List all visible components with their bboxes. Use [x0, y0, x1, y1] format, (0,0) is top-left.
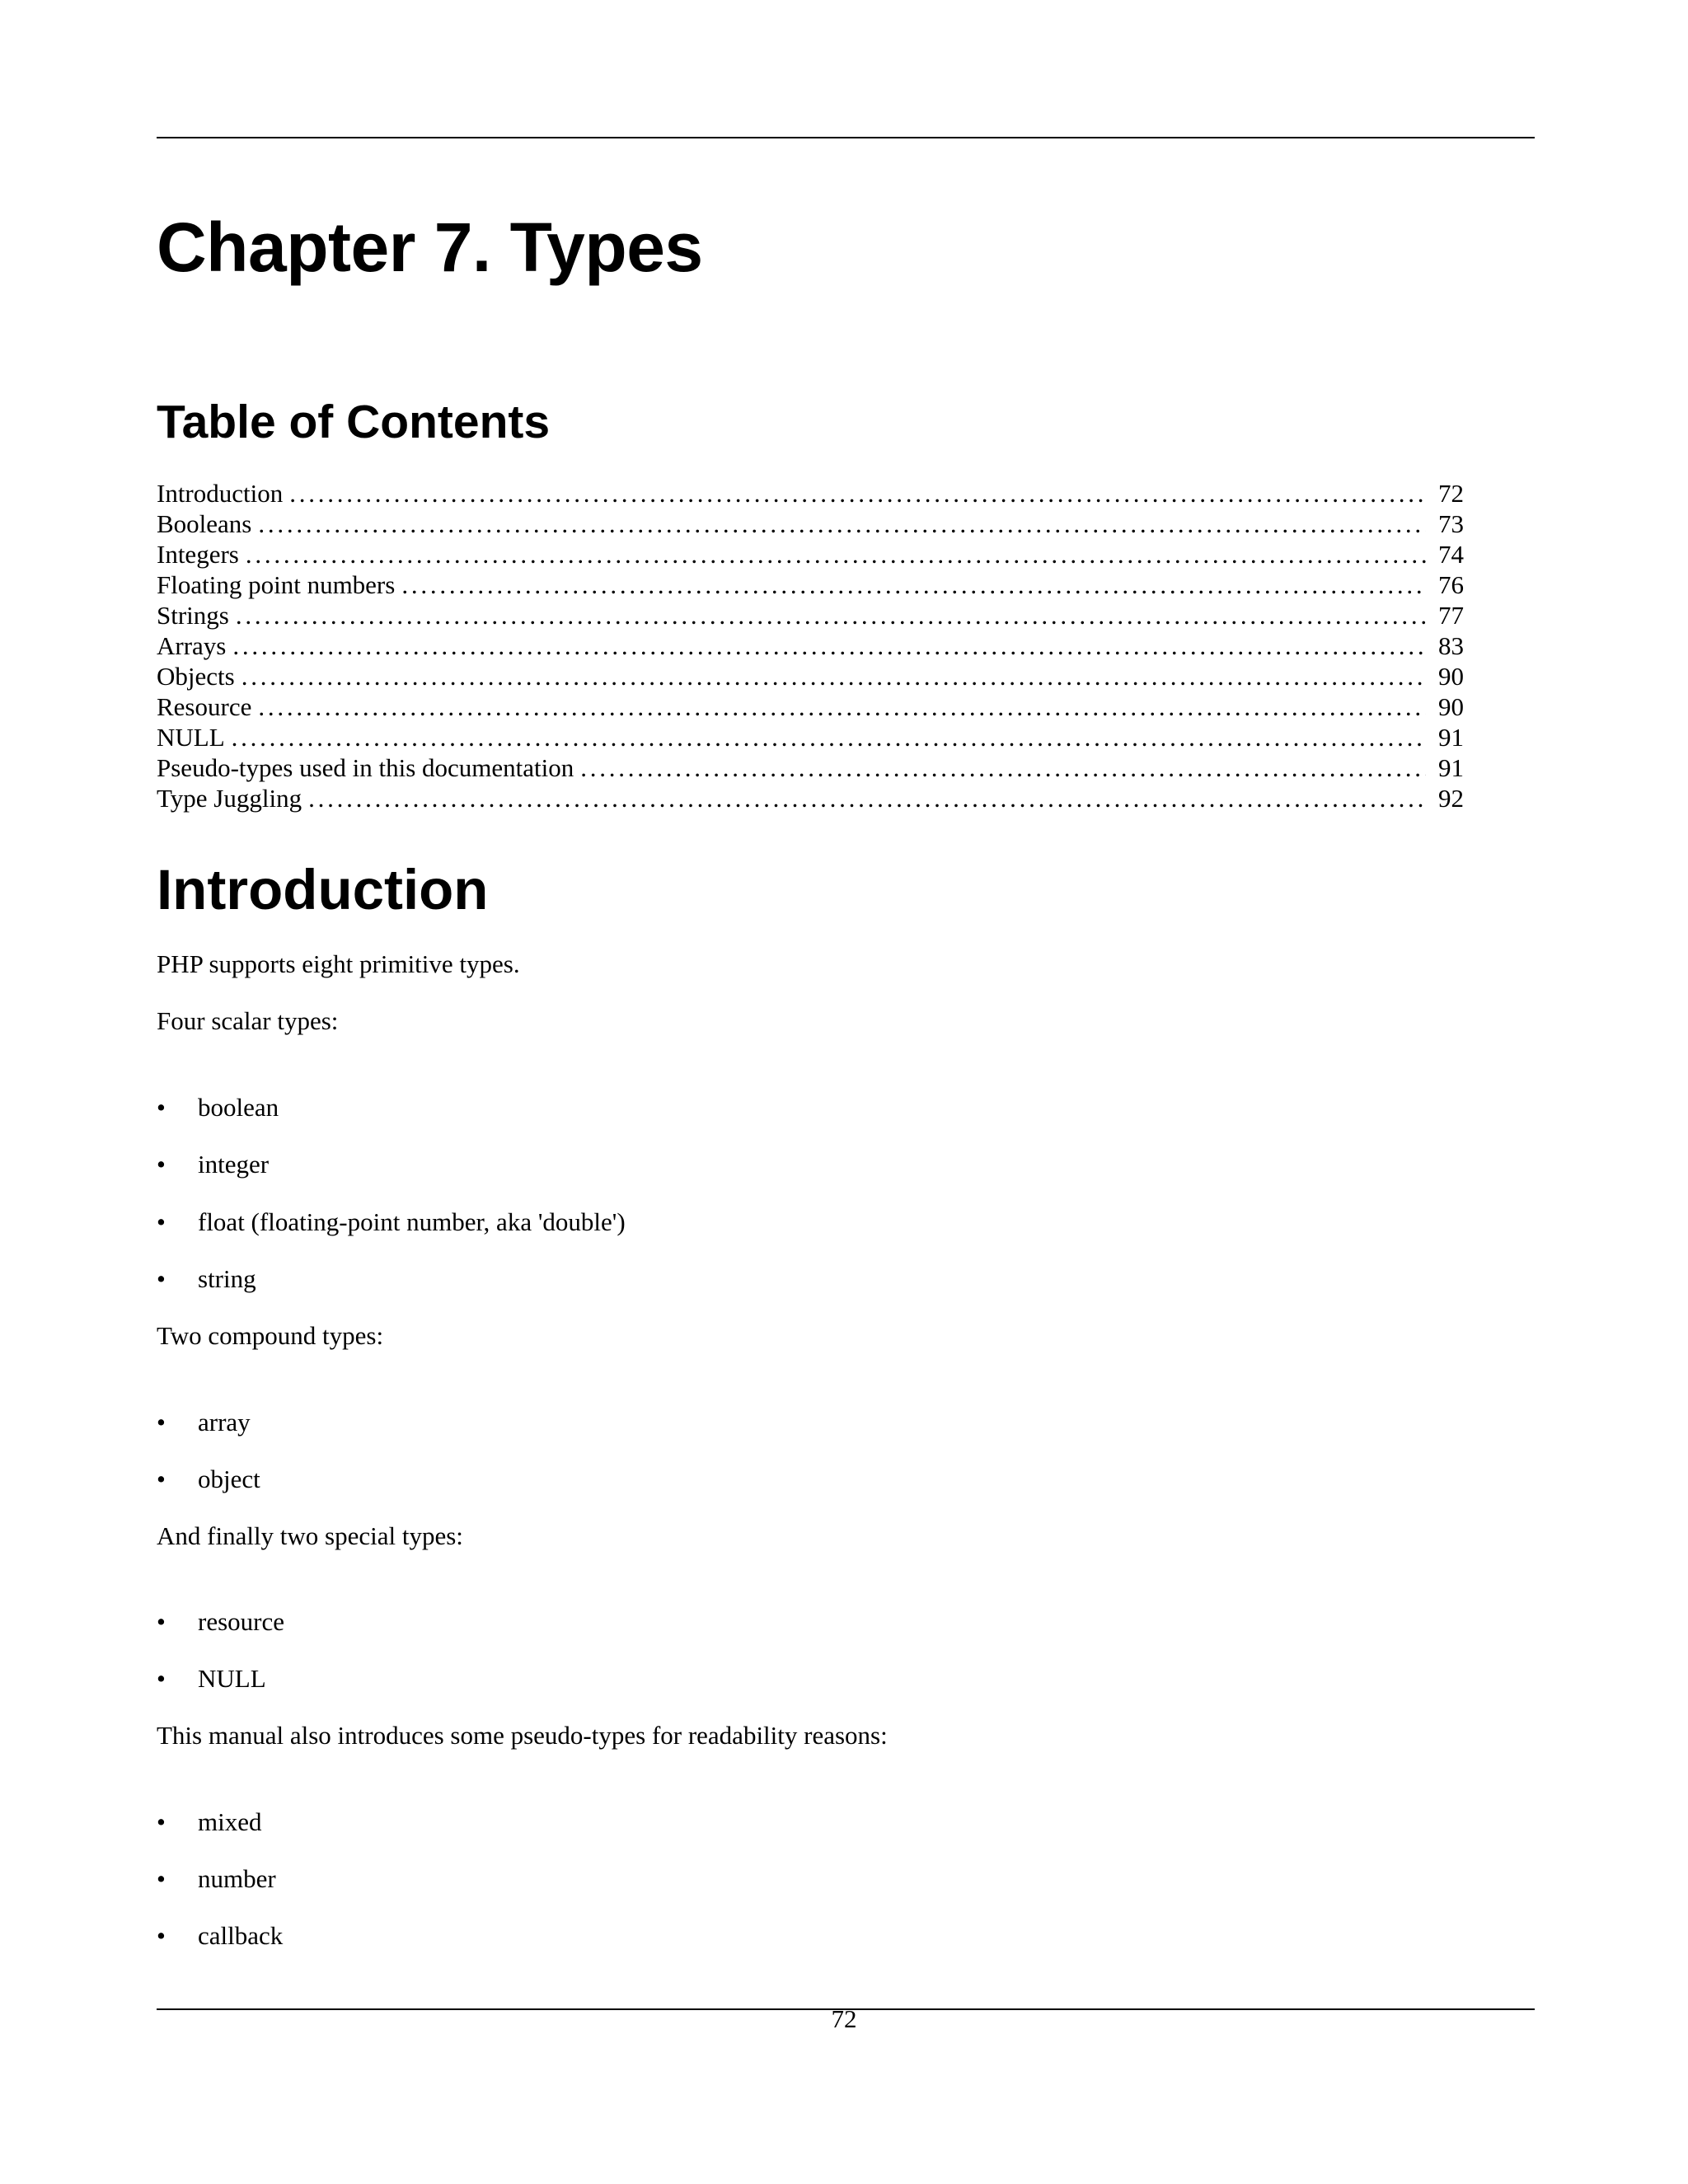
toc-leader [241, 661, 1426, 691]
toc-leader [401, 569, 1426, 600]
list-item [157, 1664, 266, 1694]
list-item-text: float (floating-point number, aka 'double') [198, 1207, 626, 1236]
list-item [157, 1864, 276, 1894]
list-item-text: mixed [198, 1807, 262, 1836]
toc-entry-booleans[interactable] [157, 509, 1464, 539]
toc-entry-title[interactable]: NULL [157, 723, 225, 752]
bullet-marker: • [157, 1664, 166, 1693]
toc-entry-title[interactable]: Floating point numbers [157, 570, 396, 599]
bullet-marker: • [157, 1607, 166, 1636]
toc-entry-title[interactable]: Objects [157, 662, 235, 691]
toc-entry-page[interactable]: 72 [1438, 479, 1464, 508]
pseudo-types-intro: This manual also introduces some pseudo-types for readability reasons: [157, 1721, 888, 1750]
toc-entry-page[interactable]: 90 [1438, 692, 1464, 721]
bullet-marker: • [157, 1408, 166, 1436]
list-item [157, 1465, 260, 1494]
table-of-contents [157, 478, 1464, 813]
toc-entry-floating-point[interactable] [157, 569, 1464, 600]
toc-leader [580, 752, 1426, 783]
toc-heading: Table of Contents [157, 396, 551, 448]
bullet-marker: • [157, 1921, 166, 1950]
list-item [157, 1921, 283, 1951]
list-item-text: array [198, 1408, 251, 1436]
toc-leader [232, 722, 1426, 752]
list-item-text: NULL [198, 1664, 266, 1693]
toc-entry-page[interactable]: 73 [1438, 509, 1464, 538]
toc-entry-page[interactable]: 83 [1438, 631, 1464, 660]
toc-entry-resource[interactable] [157, 691, 1464, 722]
bullet-marker: • [157, 1465, 166, 1493]
toc-entry-introduction[interactable] [157, 478, 1464, 509]
special-types-intro: And finally two special types: [157, 1521, 463, 1550]
list-item [157, 1207, 626, 1237]
bullet-marker: • [157, 1807, 166, 1836]
toc-leader [236, 600, 1426, 630]
bullet-marker: • [157, 1864, 166, 1893]
toc-leader [308, 783, 1426, 813]
toc-entry-title[interactable]: Integers [157, 540, 239, 569]
scalar-types-intro: Four scalar types: [157, 1006, 339, 1035]
toc-entry-objects[interactable] [157, 661, 1464, 691]
list-item-text: integer [198, 1150, 270, 1179]
toc-entry-type-juggling[interactable] [157, 783, 1464, 813]
list-item [157, 1408, 251, 1437]
toc-entry-page[interactable]: 91 [1438, 723, 1464, 752]
list-item [157, 1807, 262, 1837]
list-item-text: resource [198, 1607, 284, 1636]
list-item-text: number [198, 1864, 276, 1893]
toc-entry-title[interactable]: Type Juggling [157, 784, 302, 813]
list-item [157, 1264, 256, 1294]
header-rule [157, 137, 1535, 138]
chapter-title: Chapter 7. Types [157, 209, 703, 286]
toc-entry-title[interactable]: Pseudo-types used in this documentation [157, 753, 574, 782]
toc-entry-page[interactable]: 74 [1438, 540, 1464, 569]
toc-entry-page[interactable]: 77 [1438, 601, 1464, 630]
toc-leader [258, 691, 1426, 722]
bullet-marker: • [157, 1207, 166, 1236]
toc-entry-pseudo-types[interactable] [157, 752, 1464, 783]
compound-types-intro: Two compound types: [157, 1321, 384, 1350]
intro-paragraph: PHP supports eight primitive types. [157, 949, 520, 978]
toc-leader [258, 509, 1426, 539]
list-item-text: boolean [198, 1093, 279, 1122]
toc-entry-arrays[interactable] [157, 630, 1464, 661]
list-item-text: string [198, 1264, 256, 1293]
toc-entry-page[interactable]: 92 [1438, 784, 1464, 813]
toc-leader [232, 630, 1426, 661]
toc-entry-integers[interactable] [157, 539, 1464, 569]
toc-entry-page[interactable]: 90 [1438, 662, 1464, 691]
toc-leader [246, 539, 1426, 569]
toc-entry-null[interactable] [157, 722, 1464, 752]
list-item [157, 1150, 269, 1179]
toc-entry-title[interactable]: Strings [157, 601, 229, 630]
toc-entry-title[interactable]: Booleans [157, 509, 252, 538]
bullet-marker: • [157, 1093, 166, 1122]
list-item-text: object [198, 1465, 260, 1493]
list-item [157, 1093, 279, 1122]
bullet-marker: • [157, 1150, 166, 1179]
toc-entry-strings[interactable] [157, 600, 1464, 630]
list-item-text: callback [198, 1921, 284, 1950]
bullet-marker: • [157, 1264, 166, 1293]
toc-entry-title[interactable]: Introduction [157, 479, 284, 508]
list-item [157, 1607, 284, 1637]
page-number: 72 [831, 2004, 857, 2033]
toc-entry-page[interactable]: 76 [1438, 570, 1464, 599]
introduction-heading: Introduction [157, 858, 489, 921]
toc-entry-page[interactable]: 91 [1438, 753, 1464, 782]
toc-leader [289, 478, 1426, 509]
toc-entry-title[interactable]: Resource [157, 692, 252, 721]
toc-entry-title[interactable]: Arrays [157, 631, 227, 660]
